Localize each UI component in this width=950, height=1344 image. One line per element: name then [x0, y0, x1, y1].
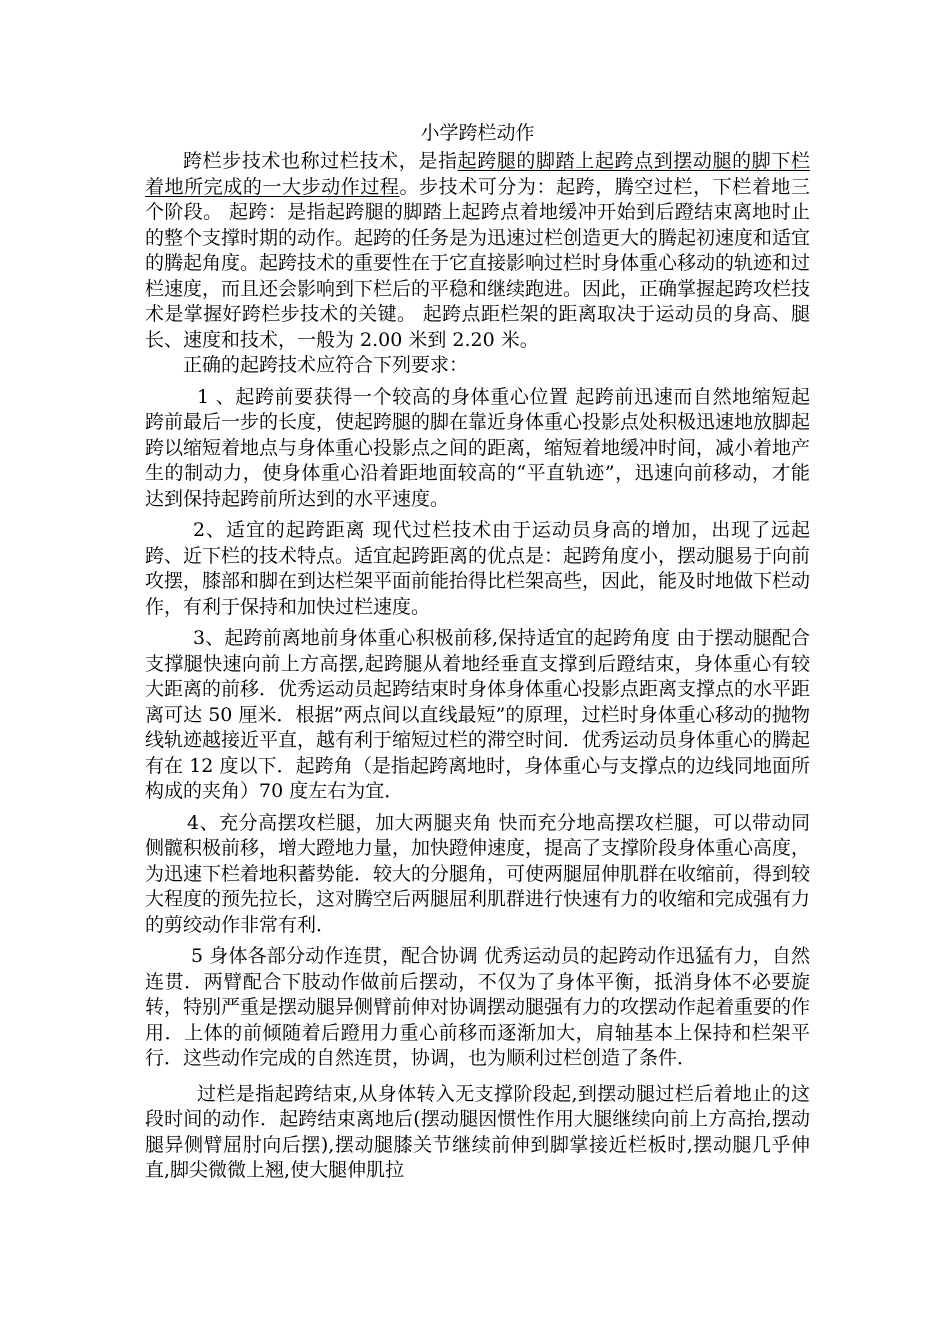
paragraph-requirement-1: 1 、起跨前要获得一个较高的身体重心位置 起跨前迅速而自然地缩短起跨前最后一步的长度，使起跨腿的脚在靠近身体重心投影点处积极迅速地放脚起跨以缩短着地点与身体重心投影点之间的距离，缩短着地缓冲时间，减小着地产生的制动力，使身体重心沿着距地面较高的“平直轨迹”，迅速向前移动，才能达到保持起跨前所达到的水平速度。: [145, 385, 811, 510]
paragraph-clearing-hurdle: 过栏是指起跨结束,从身体转入无支撑阶段起,到摆动腿过栏后着地止的这段时间的动作．起跨结束离地后(摆动腿因惯性作用大腿继续向前上方高抬,摆动腿异侧臂屈肘向后摆),摆动腿膝关节继续前伸到脚掌接近栏板时,摆动腿几乎伸直,脚尖微微上翘,使大腿伸肌拉: [145, 1082, 810, 1181]
intro-rest-text: 。步技术可分为：起跨，腾空过栏，下栏着地三个阶段。 起跨：是指起跨腿的脚踏上起跨点着地缓冲开始到后蹬结束离地时止的整个支撑时期的动作。起跨的任务是为迅速过栏创造更大的腾起初速度和适宜的腾起角度。起跨技术的重要性在于它直接影响过栏时身体重心移动的轨迹和过栏速度，而且还会影响到下栏后的平稳和继续跑进。因此，正确掌握起跨攻栏技术是掌握好跨栏步技术的关键。 起跨点距栏架的距离取决于运动员的身高、腿长、速度和技术，一般为 2.00 米到 2.20 米。: [145, 175, 811, 351]
paragraph-requirement-2: 2、适宜的起跨距离 现代过栏技术由于运动员身高的增加，出现了远起跨、近下栏的技术特点。适宜起跨距离的优点是：起跨角度小，摆动腿易于向前攻摆，膝部和脚在到达栏架平面前能抬得比栏架高些，因此，能及时地做下栏动作，有利于保持和加快过栏速度。: [145, 519, 811, 618]
document-title: 小学跨栏动作: [420, 122, 535, 144]
intro-lead-text: 跨栏步技术也称过栏技术，是指: [183, 150, 458, 172]
intro-underlined-definition: 起跨腿的脚踏上起跨点到摆动腿的脚下栏着地所完成的一大步动作过程: [145, 150, 810, 198]
paragraph-requirements-heading: 正确的起跨技术应符合下列要求：: [183, 354, 469, 376]
paragraph-intro: [145, 149, 810, 353]
document-page: [145, 120, 810, 1184]
paragraph-requirement-5: 5 身体各部分动作连贯，配合协调 优秀运动员的起跨动作迅猛有力，自然连贯．两臂配合下肢动作做前后摆动，不仅为了身体平衡，抵消身体不必要旋转，特别严重是摆动腿异侧臂前伸对协调摆动腿强有力的攻摆动作起着重要的作用．上体的前倾随着后蹬用力重心前移而逐渐加大，肩轴基本上保持和栏架平行．这些动作完成的自然连贯，协调，也为顺利过栏创造了条件．: [145, 945, 811, 1069]
paragraph-requirement-4: 4、充分高摆攻栏腿，加大两腿夹角 快而充分地高摆攻栏腿，可以带动同侧髋积极前移，增大蹬地力量，加快蹬伸速度，提高了支撑阶段身体重心高度，为迅速下栏着地积蓄势能．较大的分腿角，可使两腿屈伸肌群在收缩前，得到较大程度的预先拉长，这对腾空后两腿屈利肌群进行快速有力的收缩和完成强有力的剪绞动作非常有利．: [145, 811, 811, 936]
paragraph-requirement-3: 3、起跨前离地前身体重心积极前移,保持适宜的起跨角度 由于摆动腿配合支撑腿快速向前上方高摆,起跨腿从着地经垂直支撑到后蹬结束，身体重心有较大距离的前移．优秀运动员起跨结束时身体身体重心投影点距离支撑点的水平距离可达 50 厘米．根据”两点间以直线最短”的原理，过栏时身体重心移动的抛物线轨迹越接近平直，越有利于缩短过栏的滞空时间．优秀运动员身体重心的腾起有在 12 度以下．起跨角（是指起跨离地时，身体重心与支撑点的边线同地面所构成的夹角）70 度左右为宜．: [145, 627, 811, 802]
